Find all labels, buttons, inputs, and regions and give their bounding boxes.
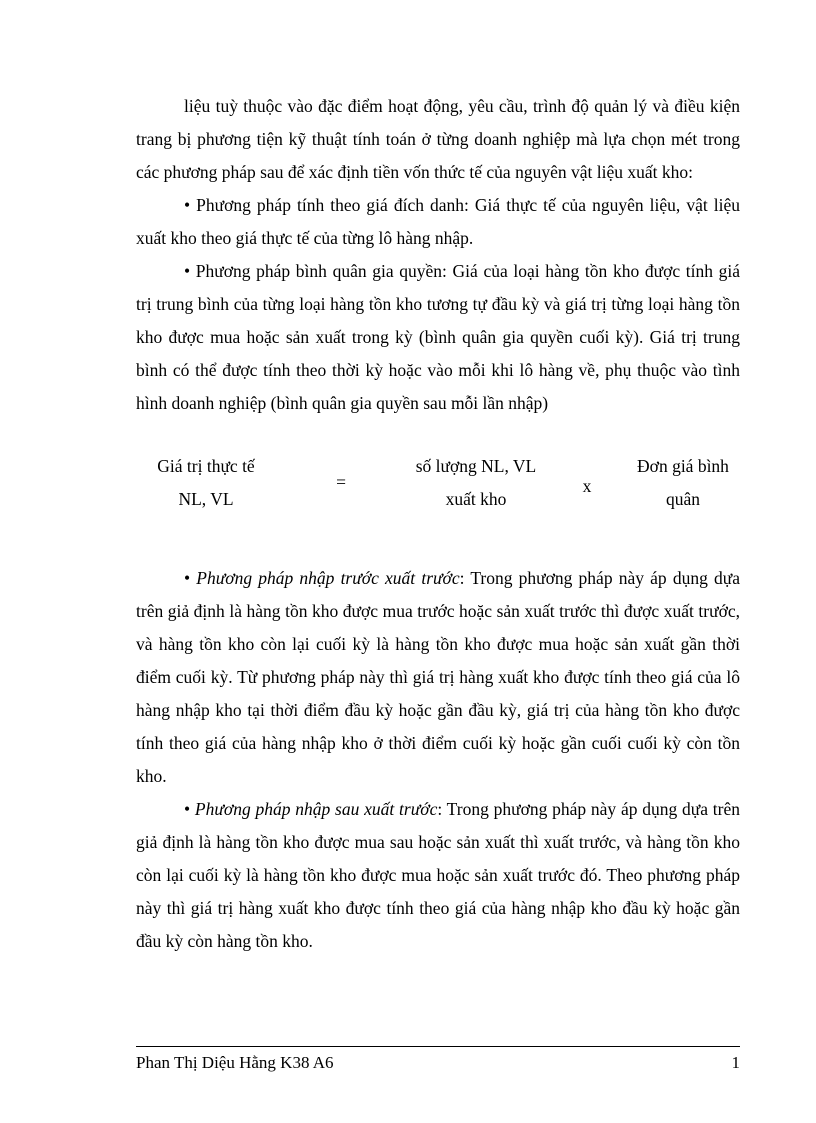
page-number: 1 — [731, 1053, 740, 1072]
paragraph-specific-identification: • Phương pháp tính theo giá đích danh: Giá thực tế của nguyên liệu, vật liệu xuất kho theo giá thực tế của từng lô hàng nhập. — [136, 195, 740, 248]
bullet: • — [184, 799, 195, 819]
page-footer — [136, 1046, 740, 1075]
formula-unit-price-term: Đơn giá bình quân — [637, 456, 729, 509]
paragraph-weighted-average: • Phương pháp bình quân gia quyền: Giá của loại hàng tồn kho được tính giá trị trung bình của từng loại hàng tồn kho tương tự đầu kỳ và giá trị từng loại hàng tồn kho được mua hoặc sản xuất trong kỳ (bình quân gia quyền cuối kỳ). Giá trị trung bình có thể được tính theo thời kỳ hoặc vào mỗi khi lô hàng về, phụ thuộc vào tình hình doanh nghiệp (bình quân gia quyền sau mỗi lần nhập) — [136, 261, 740, 413]
paragraph-fifo: • Phương pháp nhập trước xuất trước: Trong phương pháp này áp dụng dựa trên giả định là hàng tồn kho được mua trước hoặc sản xuất trước thì được xuất trước, và hàng tồn kho còn lại cuối kỳ là hàng tồn kho được mua hoặc sản xuất gần thời điểm cuối kỳ. Từ phương pháp này thì giá trị hàng xuất kho được tính theo giá của lô hàng nhập kho tại thời điểm đầu kỳ hoặc gần đầu kỳ, giá trị của hàng tồn kho được tính theo giá của hàng nhập kho ở thời điểm cuối kỳ hoặc gần cuối cuối kỳ còn tồn kho. — [136, 568, 740, 786]
method-term-fifo: Phương pháp nhập trước xuất trước — [196, 568, 460, 588]
bullet: • — [184, 568, 197, 588]
formula-multiply-sign: x — [582, 476, 592, 496]
footer-rule — [136, 1046, 740, 1047]
paragraph-lifo: • Phương pháp nhập sau xuất trước: Trong phương pháp này áp dụng dựa trên giả định là hàng tồn kho được mua sau hoặc sản xuất thì xuất trước, và hàng tồn kho còn lại cuối kỳ là hàng tồn kho được mua hoặc sản xuất trước đó. Theo phương pháp này thì giá trị hàng xuất kho được tính theo giá của hàng nhập kho đầu kỳ hoặc gần đầu kỳ còn hàng tồn kho. — [136, 799, 740, 951]
formula-left-term: Giá trị thực tế NL, VL — [157, 456, 255, 509]
document-body — [136, 90, 740, 958]
method-term-lifo: Phương pháp nhập sau xuất trước — [194, 799, 438, 819]
footer-author: Phan Thị Diệu Hằng K38 A6 — [136, 1053, 334, 1072]
formula-quantity-term: số lượng NL, VL xuất kho — [415, 456, 537, 509]
formula-equals-sign: = — [336, 472, 346, 492]
paragraph-intro: liệu tuỳ thuộc vào đặc điểm hoạt động, yêu cầu, trình độ quản lý và điều kiện trang bị phương tiện kỹ thuật tính toán ở từng doanh nghiệp mà lựa chọn mét trong các phương pháp sau để xác định tiền vốn thức tế của nguyên vật liệu xuất kho: — [136, 96, 740, 182]
valuation-formula — [136, 450, 740, 516]
